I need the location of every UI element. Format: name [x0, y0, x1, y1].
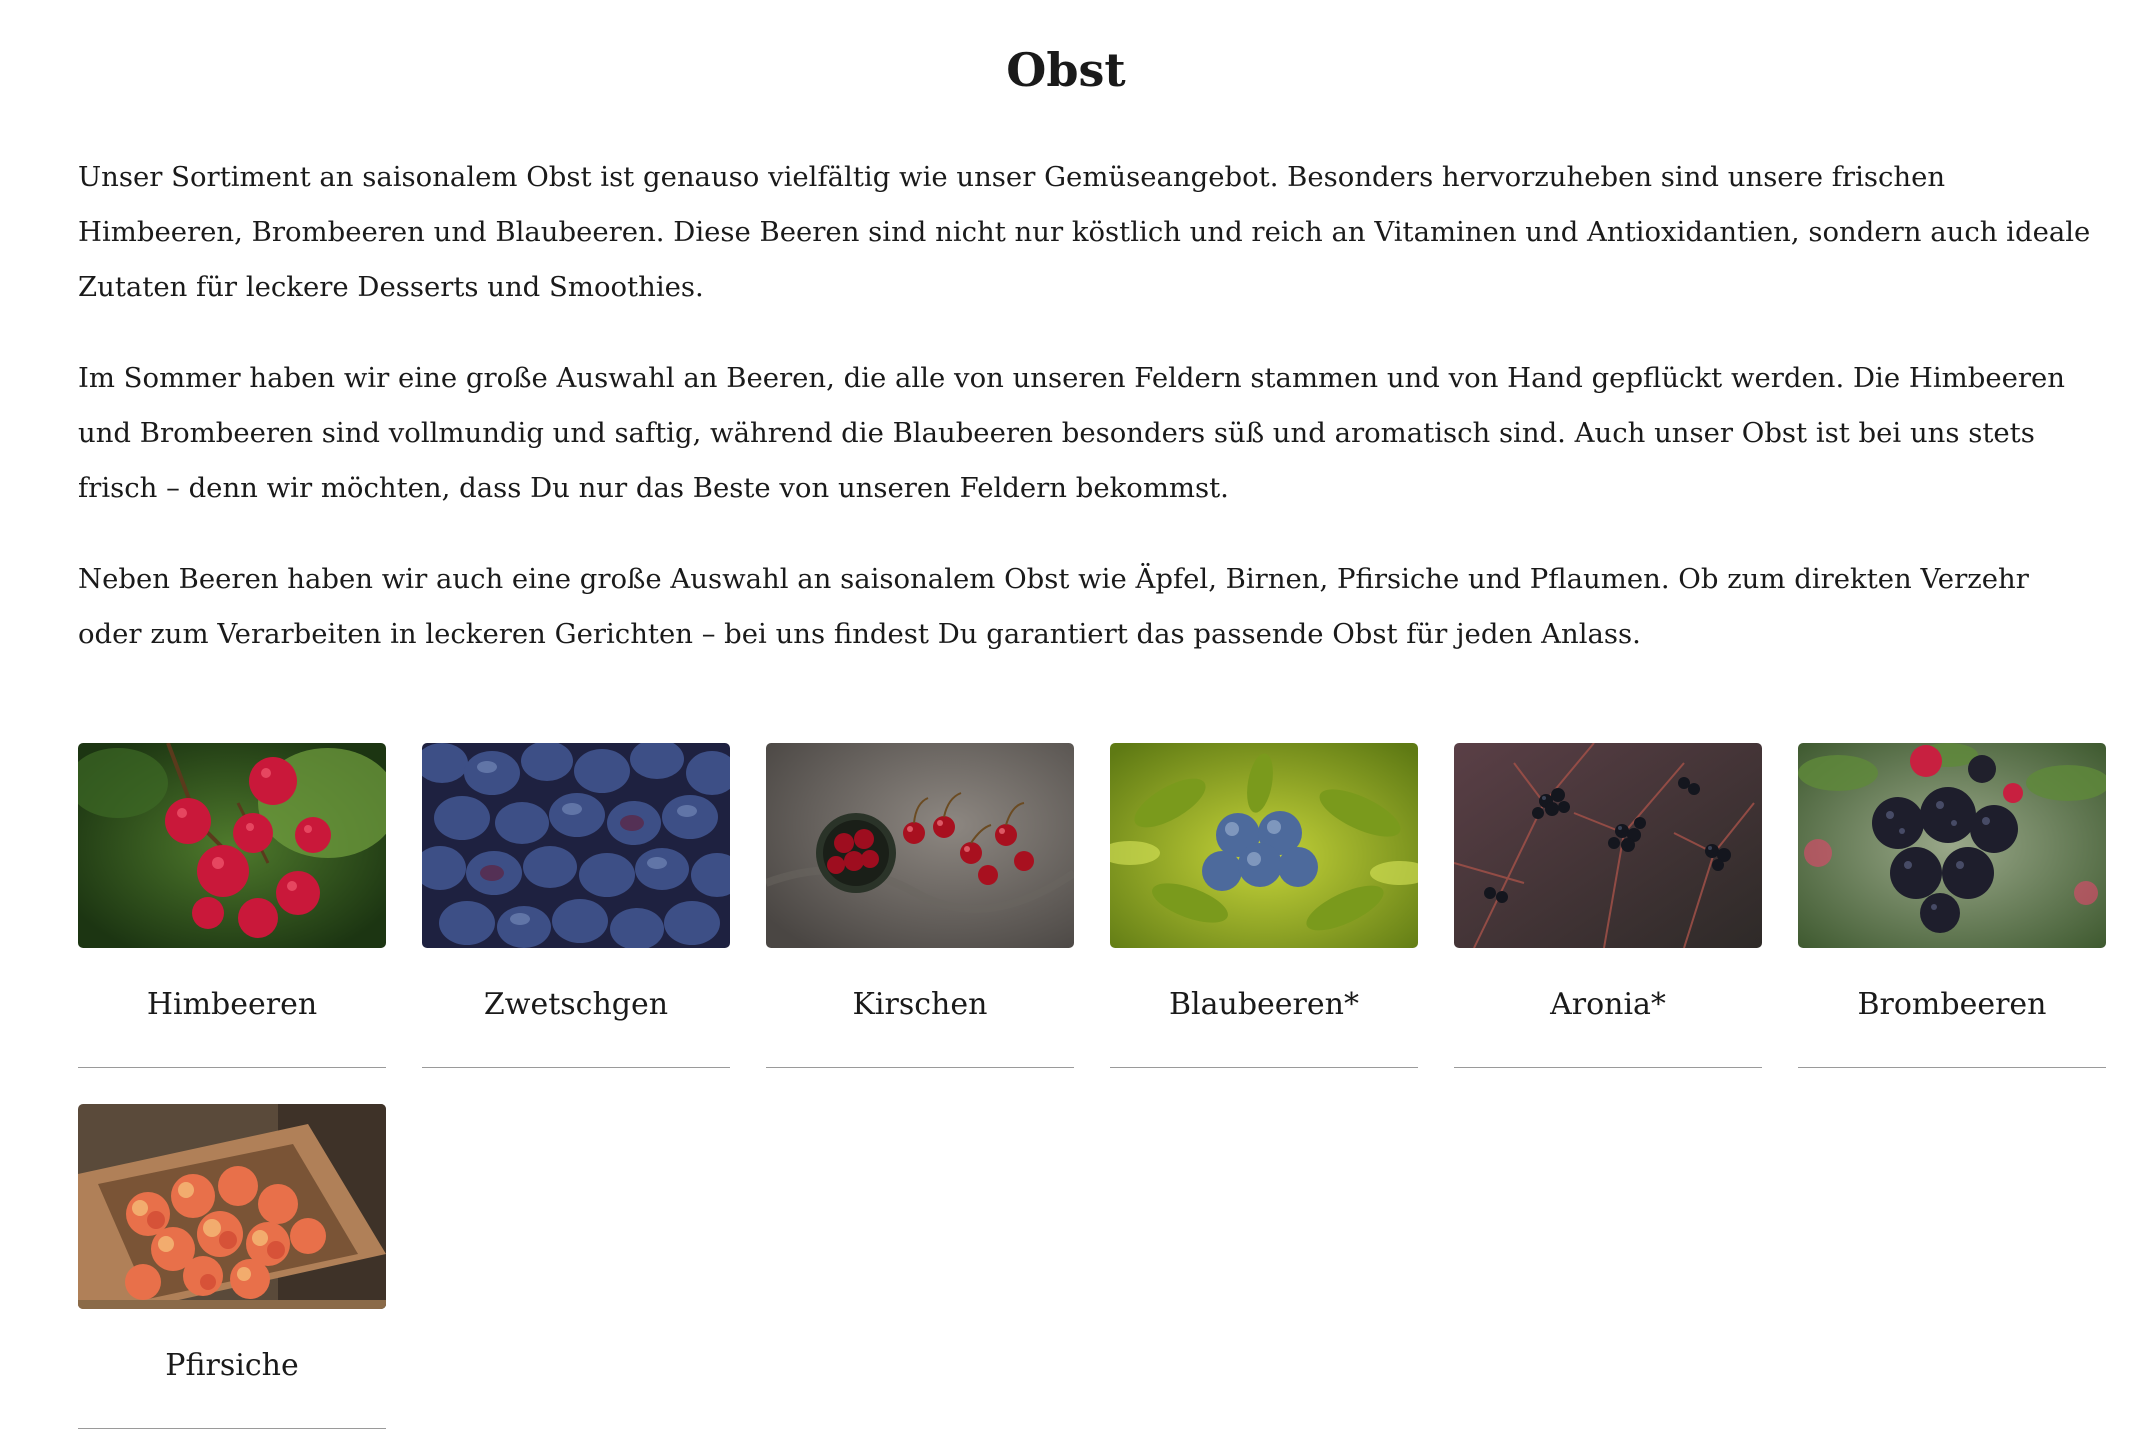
product-label[interactable]: Brombeeren — [1798, 948, 2106, 1068]
blueberry-image — [1110, 743, 1418, 948]
blackberry-image — [1798, 743, 2106, 948]
product-label[interactable]: Zwetschgen — [422, 948, 730, 1068]
plum-image — [422, 743, 730, 948]
product-card-blaubeeren[interactable] — [1110, 743, 1418, 1068]
product-label[interactable]: Pfirsiche — [78, 1309, 386, 1429]
aronia-image — [1454, 743, 1762, 948]
blackberry-photo[interactable] — [1798, 743, 2106, 948]
peach-photo[interactable] — [78, 1104, 386, 1309]
product-card-pfirsiche[interactable] — [78, 1104, 386, 1429]
product-label[interactable]: Kirschen — [766, 948, 1074, 1068]
product-card-zwetschgen[interactable] — [422, 743, 730, 1068]
peach-image — [78, 1104, 386, 1309]
product-label[interactable]: Blaubeeren* — [1110, 948, 1418, 1068]
raspberry-photo[interactable] — [78, 743, 386, 948]
product-label[interactable]: Aronia* — [1454, 948, 1762, 1068]
intro-text — [78, 150, 2098, 698]
intro-paragraph-1: Unser Sortiment an saisonalem Obst ist genauso vielfältig wie unser Gemüseangebot. Besonders hervorzuheben sind unsere frischen Himbeeren, Brombeeren und Blaubeeren. Diese Beeren sind nicht nur köstlich und reich an Vitaminen und Antioxidantien, sondern auch ideale Zutaten für leckere Desserts und Smoothies. — [78, 161, 2091, 303]
intro-paragraph-2: Im Sommer haben wir eine große Auswahl an Beeren, die alle von unseren Feldern stammen und von Hand gepflückt werden. Die Himbeeren und Brombeeren sind vollmundig und saftig, während die Blaubeeren besonders süß und aromatisch sind. Auch unser Obst ist bei uns stets frisch – denn wir möchten, dass Du nur das Beste von unseren Feldern bekommst. — [78, 362, 2065, 504]
page-title: Obst — [1006, 43, 1126, 97]
product-card-kirschen[interactable] — [766, 743, 1074, 1068]
raspberry-image — [78, 743, 386, 948]
aronia-photo[interactable] — [1454, 743, 1762, 948]
plum-photo[interactable] — [422, 743, 730, 948]
product-card-brombeeren[interactable] — [1798, 743, 2106, 1068]
intro-paragraph-3: Neben Beeren haben wir auch eine große Auswahl an saisonalem Obst wie Äpfel, Birnen, Pfirsiche und Pflaumen. Ob zum direkten Verzehr oder zum Verarbeiten in leckeren Gerichten – bei uns findest Du garantiert das passende Obst für jeden Anlass. — [78, 563, 2029, 650]
cherry-photo[interactable] — [766, 743, 1074, 948]
product-label[interactable]: Himbeeren — [78, 948, 386, 1068]
cherry-image — [766, 743, 1074, 948]
blueberry-photo[interactable] — [1110, 743, 1418, 948]
product-grid — [78, 743, 2118, 1429]
product-card-himbeeren[interactable] — [78, 743, 386, 1068]
product-card-aronia[interactable] — [1454, 743, 1762, 1068]
